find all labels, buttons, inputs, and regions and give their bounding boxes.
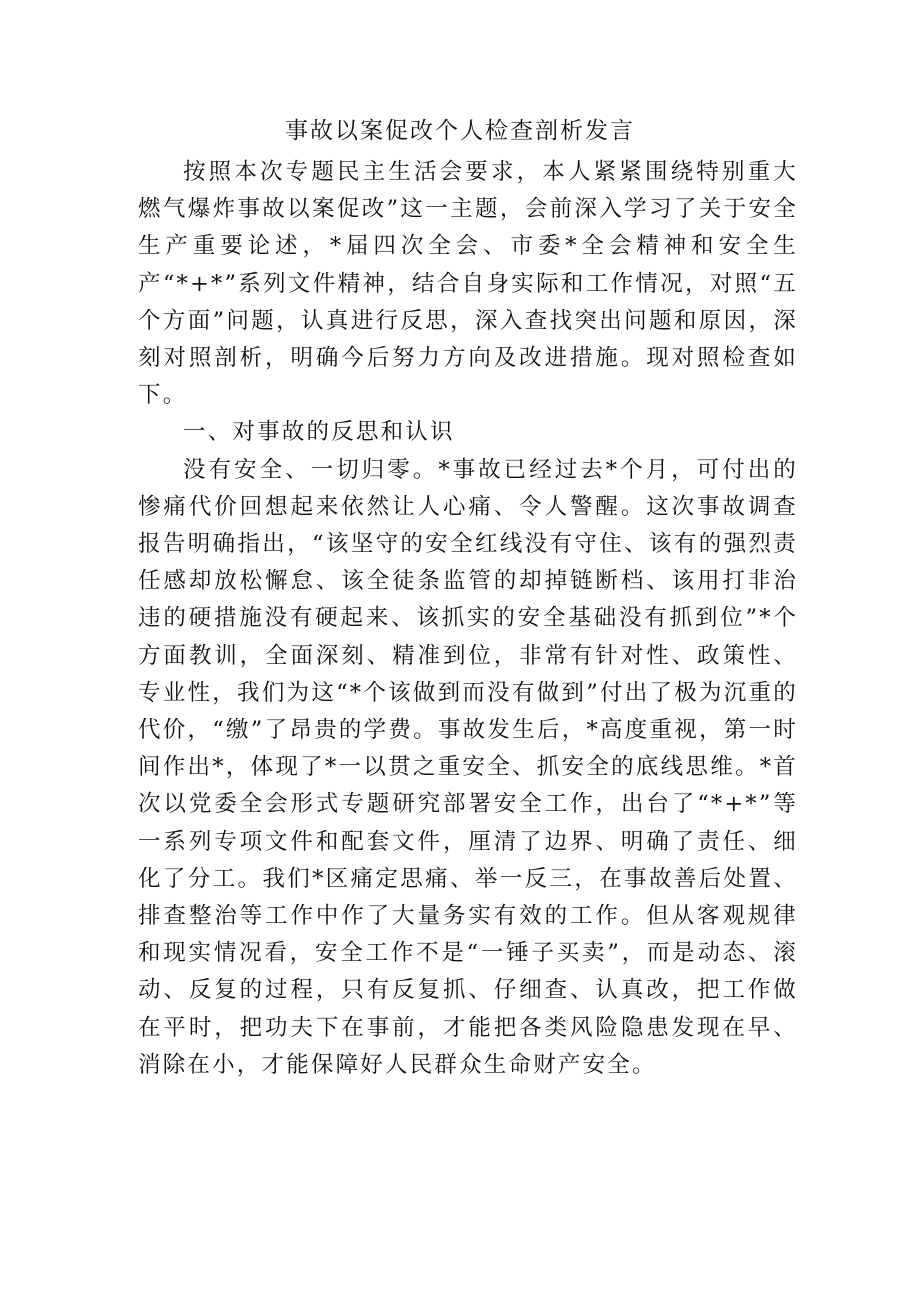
document-title: 事故以案促改个人检查剖析发言: [285, 118, 635, 144]
section-heading: 一、对事故的反思和认识: [183, 419, 455, 446]
section-paragraph: 没有安全、一切归零。*事故已经过去*个月，可付出的惨痛代价回想起来依然让人心痛、令人警醒。这次事故调查报告明确指出，“该坚守的安全红线没有守住、该有的强烈责任感却放松懈怠、该全徒条监管的却掉链断档、该用打非治违的硬措施没有硬起来、该抓实的安全基础没有抓到位”*个方面教训，全面深刻、精准到位，非常有针对性、政策性、专业性，我们为这“*个该做到而没有做到”付出了极为沉重的代价，“缴”了昂贵的学费。事故发生后，*高度重视，第一时间作出*，体现了*一以贯之重安全、抓安全的底线思维。*首次以党委全会形式专题研究部署安全工作，出台了“*+*”等一系列专项文件和配套文件，厘清了边界、明确了责任、细化了分工。我们*区痛定思痛、举一反三，在事故善后处置、排查整治等工作中作了大量务实有效的工作。但从客观规律和现实情况看，安全工作不是“一锤子买卖”，而是动态、滚动、反复的过程，只有反复抓、仔细查、认真改，把工作做在平时，把功夫下在事前，才能把各类风险隐患发现在早、消除在小，才能保障好人民群众生命财产安全。: [138, 456, 798, 1078]
document-body: [138, 154, 798, 1084]
intro-paragraph: 按照本次专题民主生活会要求，本人紧紧围绕特别重大燃气爆炸事故以案促改”这一主题，会前深入学习了关于安全生产重要论述，*届四次全会、市委*全会精神和安全生产“*+*”系列文件精神，结合自身实际和工作情况，对照“五个方面”问题，认真进行反思，深入查找突出问题和原因，深刻对照剖析，明确今后努力方向及改进措施。现对照检查如下。: [138, 159, 798, 409]
